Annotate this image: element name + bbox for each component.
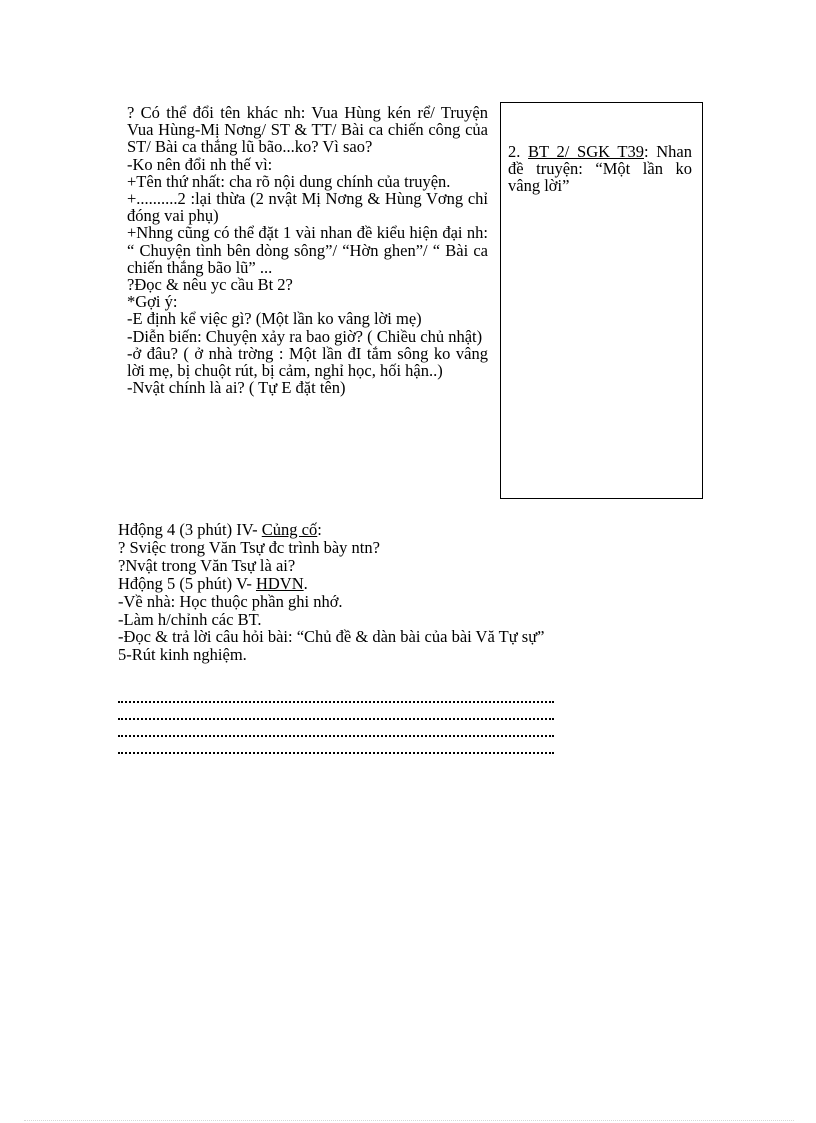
answer-point-1: +Tên thứ nhất: cha rõ nội dung chính của truyện. [127,171,451,191]
question-rename-story: ? Có thể đổi tên khác nh: Vua Hùng kén rể/ Truyện Vua Hùng-Mị Nơng/ ST & TT/ Bài ca chiến công của ST/ Bài ca thắng lũ bão...ko? Vì sao? [127,103,488,157]
hint-event: -E định kể việc gì? (Một lần ko vâng lời mẹ) [127,309,422,329]
page-bottom-rule [24,1120,794,1121]
exercise-text [508,143,692,195]
activity-4-colon: : [317,520,322,539]
consolidation-question-2: ?Nvật trong Văn Tsự là ai? [118,555,296,575]
experience-heading: 5-Rút kinh nghiệm. [118,645,247,665]
activity-5-heading [118,575,718,593]
question-exercise-2: ?Đọc & nêu yc cầu Bt 2? [127,275,293,295]
activity-4-heading [118,521,718,539]
lesson-activities [118,521,718,664]
hint-timeline: -Diễn biến: Chuyện xảy ra bao giờ? ( Chiều chủ nhật) [127,326,483,346]
experience-notes-lines [118,686,554,754]
homework-item-1: -Về nhà: Học thuộc phần ghi nhớ. [118,591,343,611]
exercise-colon: : [643,142,649,161]
exercise-box [500,102,703,499]
dotted-line [118,686,554,703]
answer-point-2: +..........2 :lại thừa (2 nvật Mị Nơng & Hùng Vơng chỉ đóng vai phụ) [127,189,488,226]
lesson-left-column [127,104,488,396]
dotted-line [118,720,554,737]
exercise-number: 2. [508,142,529,161]
hint-location: -ở đâu? ( ở nhà trờng : Một lần đI tắm sông ko vâng lời mẹ, bị chuột rút, bị cảm, nghỉ học, hối hận..) [127,343,488,381]
homework-title: HDVN [255,573,304,593]
hint-character: -Nvật chính là ai? ( Tự E đặt tên) [127,378,346,398]
homework-item-2: -Làm h/chỉnh các BT. [118,609,262,629]
answer-point-3: +Nhng cũng có thể đặt 1 vài nhan đề kiểu hiện đại nh: “ Chuyện tình bên dòng sông”/ “Hờn ghen”/ “ Bài ca chiến thắng bão lũ” ... [127,223,488,277]
consolidation-question-1: ? Sviệc trong Văn Tsự đc trình bày ntn? [118,537,380,557]
exercise-title: Nhan đề truyện: “Một lần ko vâng lời” [508,142,692,196]
activity-4-label: Hđộng 4 (3 phút) IV- [118,520,262,539]
consolidation-title: Củng cố [261,520,318,539]
answer-intro: -Ko nên đổi nh thế vì: [127,154,273,174]
exercise-reference: BT 2/ SGK T39 [528,142,644,161]
activity-5-label: Hđộng 5 (5 phút) V- [118,573,256,593]
dotted-line [118,703,554,720]
hint-heading: *Gợi ý: [127,292,178,312]
homework-item-3: -Đọc & trả lời câu hỏi bài: “Chủ đề & dàn bài của bài Vă Tự sự” [118,627,545,647]
dotted-line [118,737,554,754]
activity-5-period: . [303,573,308,593]
